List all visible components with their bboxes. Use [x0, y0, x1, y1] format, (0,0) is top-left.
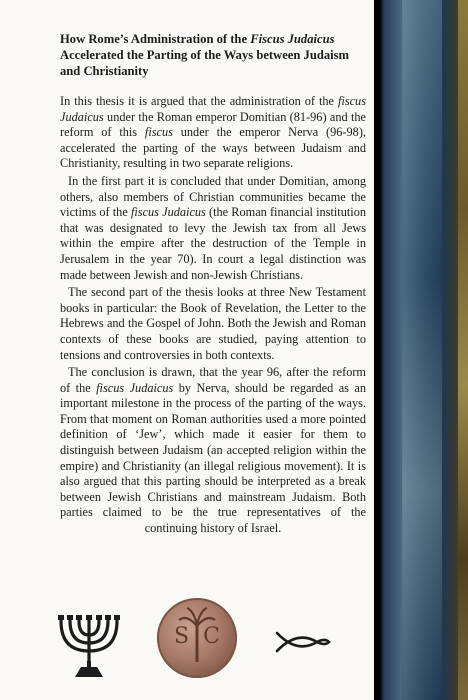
- menorah-icon: [57, 611, 121, 681]
- fish-icon: [275, 630, 331, 654]
- paragraph-2: [60, 174, 366, 283]
- p2-c: (the Roman financial institution that was designated to levy the Jewish tax from all Jews within the empire after the destruction of the Temple in Jerusalem in the year 70). In court a legal distinction was made between Jewish and non-Jewish Christians.: [60, 205, 367, 282]
- paragraph-1: [60, 94, 366, 172]
- p1-a: In this thesis it is argued that the administration of the: [60, 94, 338, 108]
- coin-image: [157, 598, 237, 678]
- spine-edge: [458, 0, 468, 700]
- paragraph-3: The second part of the thesis looks at three New Testament books in particular: the Book of Revelation, the Letter to the Hebrews and the Gospel of John. Both the Jewish and Roman contexts of these books are studied, paying attention to tensions and controversies in both contexts.: [60, 285, 366, 362]
- p1-d: fiscus: [144, 125, 173, 140]
- paragraph-4: [60, 365, 366, 537]
- coin-letter-s: S: [174, 624, 204, 649]
- book-title: [60, 31, 360, 79]
- title-italic: Fiscus Judaicus: [250, 32, 335, 46]
- title-text: How Rome’s Administration of the: [60, 32, 251, 46]
- p2-b: fiscus Judaicus: [130, 205, 206, 220]
- p4-c: by Nerva, should be regarded as an important milestone in the process of the parting of the ways. From that moment on Roman authorities used a more pointed definition of ‘Jew’, which made it easier for them to distinguish between Judaism (an accepted religion within the empire) and Christianity (an illegal religious movement). It is also argued that this parting should be interpreted as a break between Jewish Christians and mainstream Judaism. Both parties claimed to be the true representatives of the continuing history of Israel.: [60, 380, 366, 536]
- book-spine: [374, 0, 468, 700]
- coin-letters: [157, 624, 237, 649]
- title-text-end: Accelerated the Parting of the Ways between Judaism and Christianity: [60, 48, 350, 78]
- p1-e: under the emperor Nerva (96-98), accelerated the parting of the ways between Judaism and Christianity, resulting in two separate religions.: [60, 125, 366, 171]
- spine-sheen: [402, 0, 442, 700]
- p4-a: The conclusion is drawn, that the year 96, after the reform of the: [60, 365, 366, 395]
- p1-c: under the Roman emperor Domitian (81-96) and the reform of this: [60, 109, 366, 140]
- coin-letter-c: C: [203, 624, 234, 649]
- p2-a: In the first part it is concluded that under Domitian, among others, also members of Christian communities became the victims of the: [60, 173, 366, 220]
- p1-b: fiscus Judaicus: [60, 94, 366, 124]
- p4-b: fiscus Judaicus: [96, 380, 174, 395]
- blurb: [60, 94, 366, 539]
